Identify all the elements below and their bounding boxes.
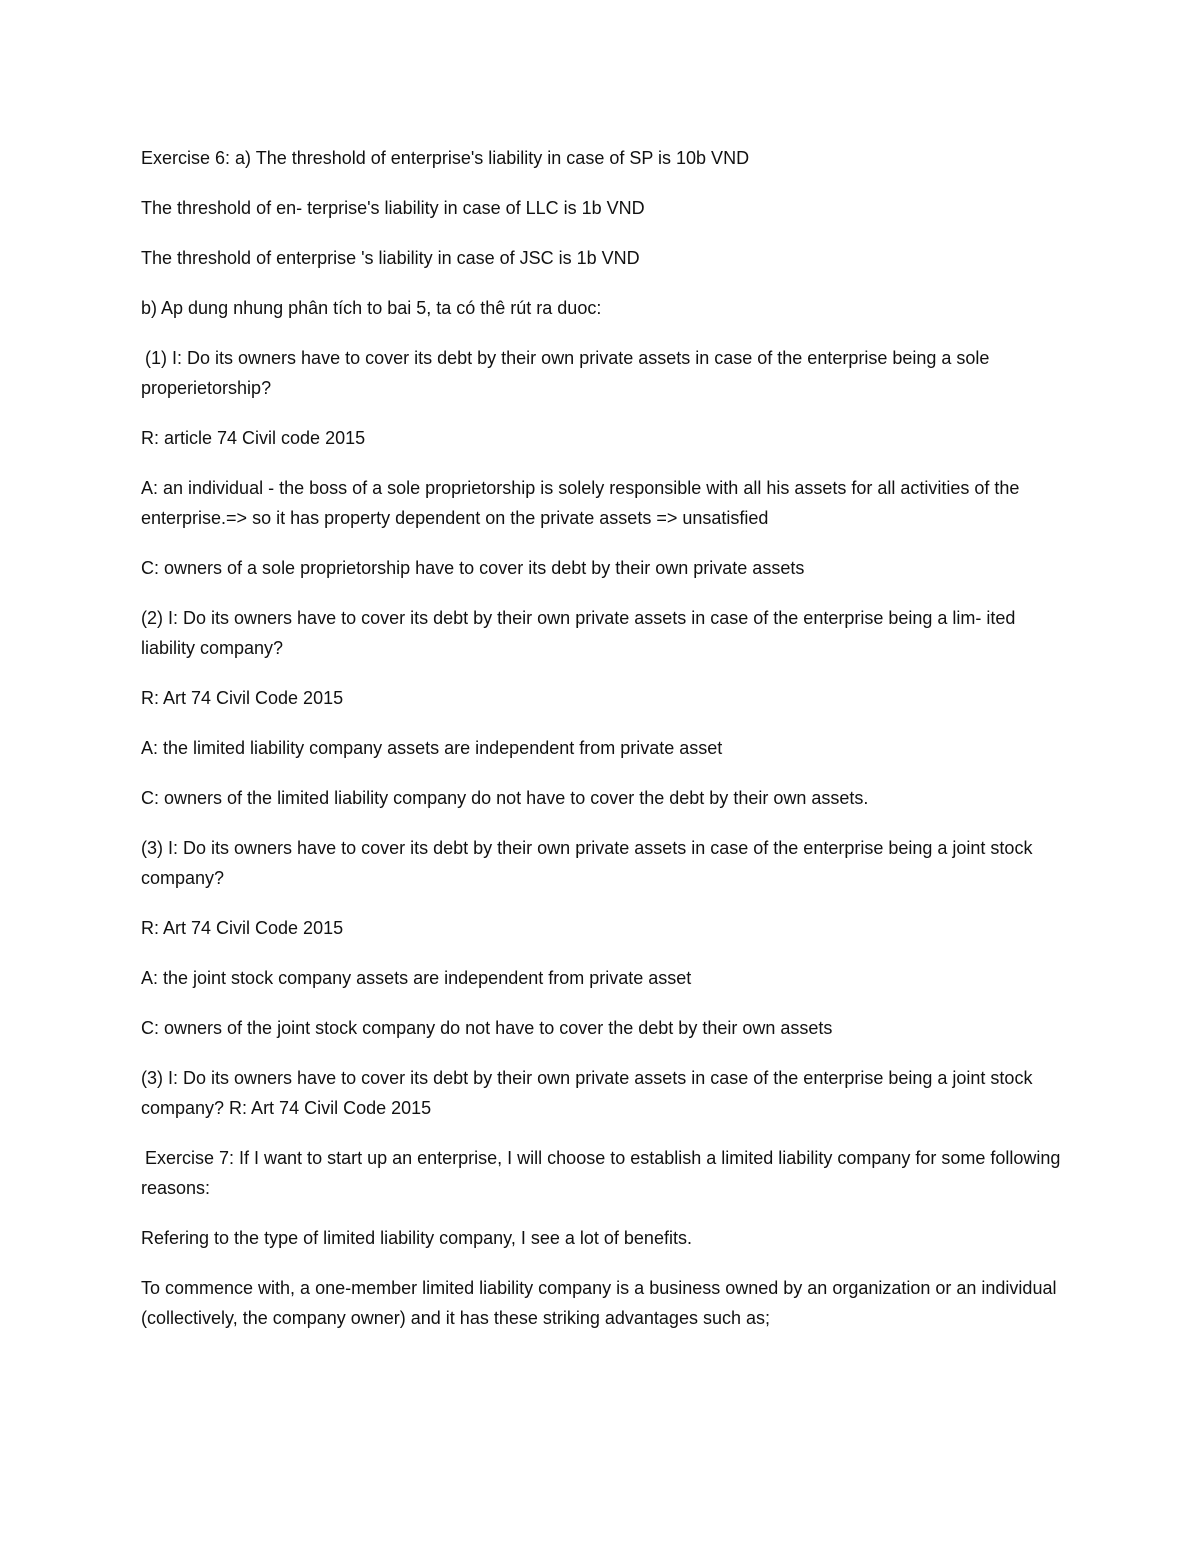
document-body [141,143,1061,1353]
question-2-rule: R: Art 74 Civil Code 2015 [141,688,344,708]
question-3-conclusion: C: owners of the joint stock company do not have to cover the debt by their own assets [141,1018,833,1038]
exercise-7-one-member-llc: To commence with, a one-member limited liability company is a business owned by an organization or an individual (collectively, the company owner) and it has these striking advantages such as; [141,1278,1057,1328]
question-3-analysis: A: the joint stock company assets are independent from private asset [141,968,692,988]
question-3-issue: (3) I: Do its owners have to cover its debt by their own private assets in case of the enterprise being a joint stock company? [141,838,1033,888]
jsc-threshold-line: The threshold of enterprise 's liability in case of JSC is 1b VND [141,248,640,268]
question-1-rule: R: article 74 Civil code 2015 [141,428,366,448]
question-3-repeat: (3) I: Do its owners have to cover its debt by their own private assets in case of the enterprise being a joint stock company? R: Art 74 Civil Code 2015 [141,1068,1033,1118]
question-1-conclusion: C: owners of a sole proprietorship have to cover its debt by their own private assets [141,558,805,578]
question-1-analysis: A: an individual - the boss of a sole proprietorship is solely responsible with all his assets for all activities of the enterprise.=> so it has property dependent on the private assets => unsatisfied [141,478,1020,528]
question-1-issue: (1) I: Do its owners have to cover its debt by their own private assets in case of the enterprise being a sole properietorship? [141,348,990,398]
question-2-analysis: A: the limited liability company assets are independent from private asset [141,738,723,758]
exercise-7-heading: Exercise 7: If I want to start up an enterprise, I will choose to establish a limited liability company for some following reasons: [141,1148,1061,1198]
llc-threshold-line: The threshold of en- terprise's liability in case of LLC is 1b VND [141,198,645,218]
question-2-issue: (2) I: Do its owners have to cover its debt by their own private assets in case of the enterprise being a lim- ited liability company? [141,608,1016,658]
part-b-intro: b) Ap dung nhung phân tích to bai 5, ta có thê rút ra duoc: [141,298,602,318]
exercise-7-benefits: Refering to the type of limited liability company, I see a lot of benefits. [141,1228,692,1248]
exercise-6-heading: Exercise 6: a) The threshold of enterprise's liability in case of SP is 10b VND [141,148,750,168]
question-3-rule: R: Art 74 Civil Code 2015 [141,918,344,938]
question-2-conclusion: C: owners of the limited liability company do not have to cover the debt by their own assets. [141,788,869,808]
